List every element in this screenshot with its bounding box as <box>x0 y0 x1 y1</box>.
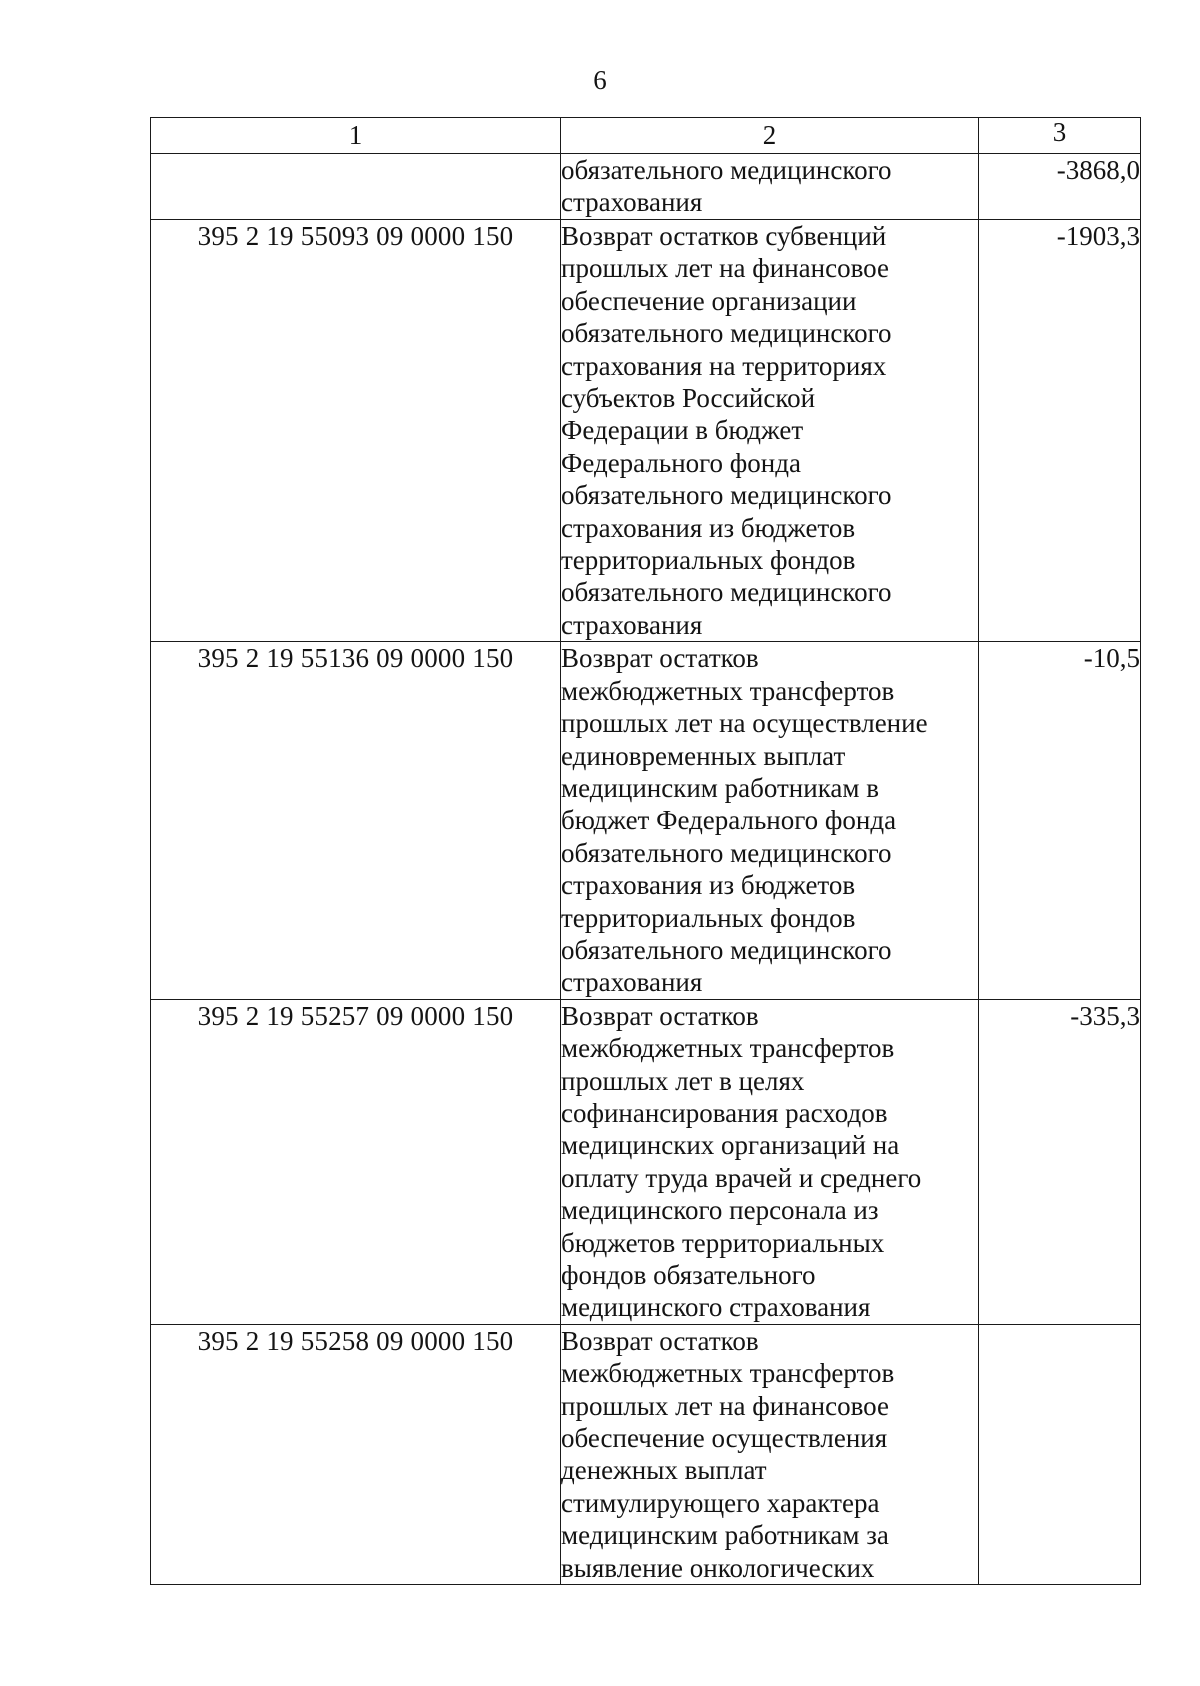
column-header: 1 <box>151 118 561 154</box>
amount-cell: -1903,3 <box>979 220 1141 642</box>
amount-cell: -335,3 <box>979 999 1141 1324</box>
description-cell: Возврат остатков межбюджетных трансфертов прошлых лет на осуществление единовременных выплат медицинским работникам в бюджет Федерального фонда обязательного медицинского страхования из бюджетов территориальных фондов обязательного медицинского страхования <box>561 642 979 999</box>
budget-table <box>150 117 1141 1585</box>
budget-code-cell: 395 2 19 55093 09 0000 150 <box>151 220 561 642</box>
description-cell: Возврат остатков межбюджетных трансфертов прошлых лет в целях софинансирования расходов медицинских организаций на оплату труда врачей и среднего медицинского персонала из бюджетов территориальных фондов обязательного медицинского страхования <box>561 999 979 1324</box>
amount-cell: -3868,0 <box>979 154 1141 220</box>
table-row <box>151 154 1141 220</box>
budget-code-cell: 395 2 19 55257 09 0000 150 <box>151 999 561 1324</box>
table-row <box>151 1324 1141 1584</box>
column-header: 3 <box>979 118 1141 154</box>
column-header: 2 <box>561 118 979 154</box>
amount-cell: -10,5 <box>979 642 1141 999</box>
description-cell: Возврат остатков субвенций прошлых лет на финансовое обеспечение организации обязательного медицинского страхования на территориях субъектов Российской Федерации в бюджет Федерального фонда обязательного медицинского страхования из бюджетов территориальных фондов обязательного медицинского страхования <box>561 220 979 642</box>
table-row <box>151 999 1141 1324</box>
budget-code-cell: 395 2 19 55258 09 0000 150 <box>151 1324 561 1584</box>
budget-code-cell: 395 2 19 55136 09 0000 150 <box>151 642 561 999</box>
amount-cell <box>979 1324 1141 1584</box>
table-row <box>151 220 1141 642</box>
page-number: 6 <box>593 65 607 95</box>
table-header-row <box>151 118 1141 154</box>
table-row <box>151 642 1141 999</box>
budget-code-cell <box>151 154 561 220</box>
description-cell: обязательного медицинского страхования <box>561 154 979 220</box>
description-cell: Возврат остатков межбюджетных трансфертов прошлых лет на финансовое обеспечение осуществления денежных выплат стимулирующего характера медицинским работникам за выявление онкологических <box>561 1324 979 1584</box>
